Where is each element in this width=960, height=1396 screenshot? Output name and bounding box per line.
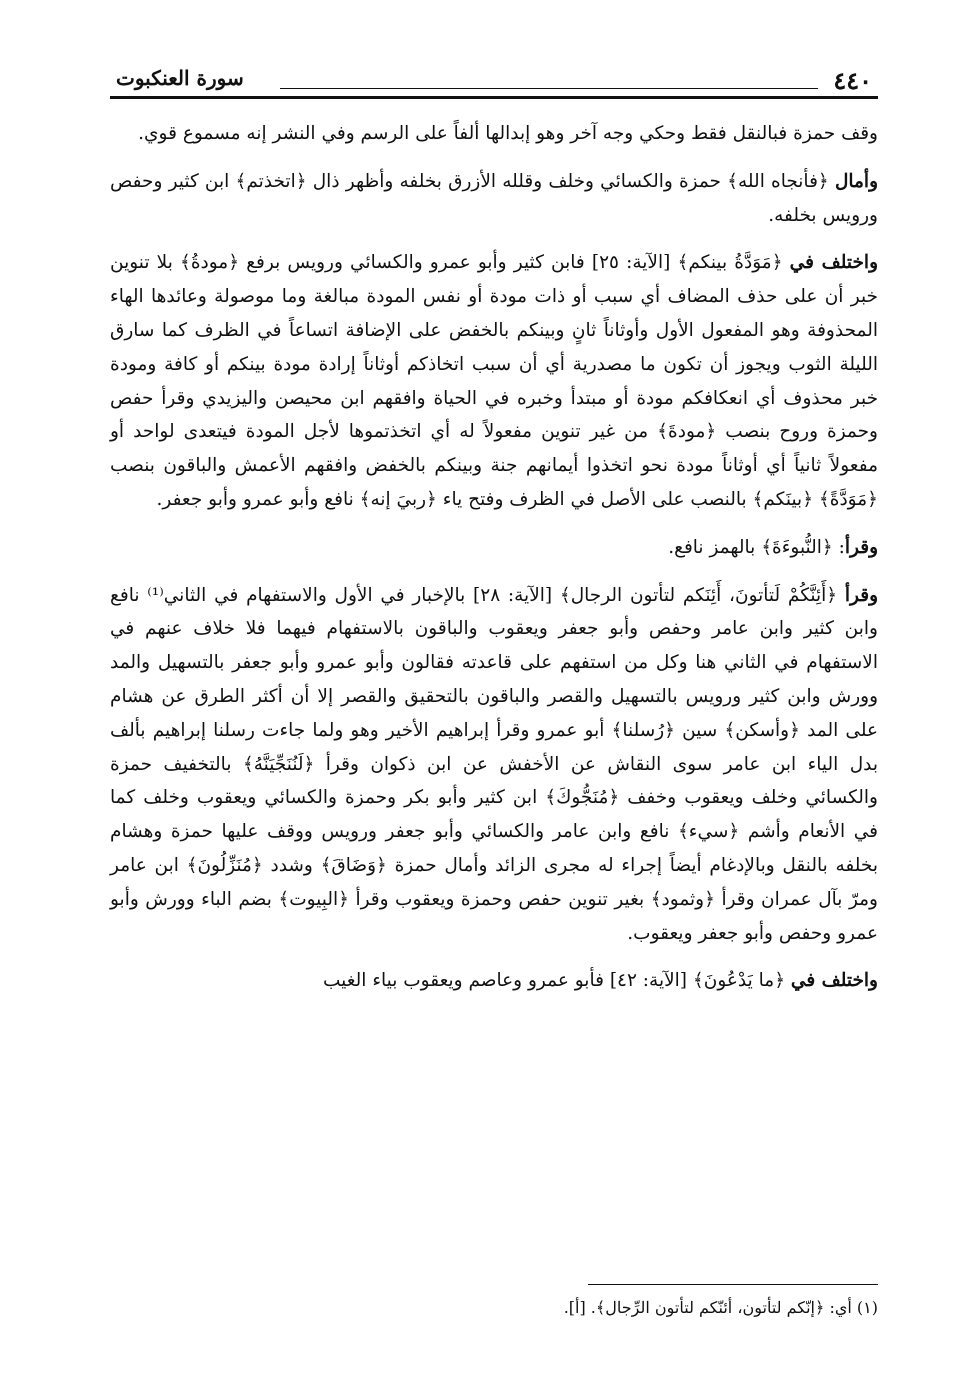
paragraph-text: ﴿مَوَدَّةُ بينكم﴾ [الآية: ٢٥] فابن كثير وأبو عمرو والكسائي ورويس برفع ﴿مودةُ﴾ بلا تنوين خبر أن على حذف المضاف أي سبب أو ذات مودة أو نفس المودة مبالغة وما موصولة وعائدها الهاء المحذوفة وهو المفعول الأول وأوثاناً ثانٍ وبينكم بالخفض على الإضافة اتساعاً في الظرف كما سارق الليلة الثوب ويجوز أن تكون ما مصدرية أي أن سبب اتخاذكم أوثاناً إرادة مودة بينكم أو كافة ومودة خبر محذوف أي انعكافكم مودة أو مبتدأ وخبره في الحياة وافقهم ابن محيصن واليزيدي وقرأ حفص وحمزة وروح بنصب ﴿مودةَ﴾ من غير تنوين مفعولاً له أي اتخذتموها لأجل المودة فيتعدى لواحد أو مفعولاً ثانياً أي أوثاناً مودة نحو اتخذوا أيمانهم جنة وبينكم بالخفض وافقهم الأعمش والباقون بنصب ﴿مَوَدَّةً﴾ ﴿بينَكم﴾ بالنصب على الأصل في الظرف وفتح ياء ﴿ربيَ إنه﴾ نافع وأبو عمرو وأبو جعفر.: [110, 252, 878, 510]
paragraph: [110, 579, 878, 951]
paragraph: [110, 117, 878, 151]
header-rule: [280, 88, 818, 89]
paragraph-text: ﴿أَئِنَّكُمْ لَتأتونَ، أَئِنَكم لتأتون الرجال﴾ [الآية: ٢٨] بالإخبار في الأول والاستفهام في الثاني⁽¹⁾ نافع وابن كثير وابن عامر وحفص وأبو جعفر ويعقوب والباقون بالاستفهام فيهما فلا خلاف عنهم في الاستفهام في الثاني هنا وكل من استفهم على قاعدته فقالون وأبو عمرو وأبو جعفر بالتسهيل والمد وورش وابن كثير ورويس بالتسهيل والقصر والباقون بالتحقيق والقصر إلا أن أكثر الطرق عن هشام على المد ﴿وأسكن﴾ سين ﴿رُسلنا﴾ أبو عمرو وقرأ إبراهيم الأخير وهو ولما جاءت رسلنا إبراهيم بألف بدل الياء ابن عامر سوى النقاش عن الأخفش عن ابن ذكوان وقرأ ﴿لَنُنَجِّيَنَّهُ﴾ بالتخفيف حمزة والكسائي وخلف ويعقوب وخفف ﴿مُنَجُّوكَ﴾ ابن كثير وأبو بكر وحمزة والكسائي ويعقوب وخلف كما في الأنعام وأشم ﴿سيء﴾ نافع وابن عامر والكسائي وأبو جعفر ورويس ووقف عليها حمزة وهشام بخلفه بالنقل وبالإدغام أيضاً إجراء له مجرى الزائد وأمال حمزة ﴿وَضَاقَ﴾ وشدد ﴿مُنَزِّلُونَ﴾ ابن عامر ومرّ بآل عمران وقرأ ﴿وثمود﴾ بغير تنوين حفص وحمزة ويعقوب وقرأ ﴿البِيوت﴾ بضم الباء وورش وأبو عمرو وحفص وأبو جعفر ويعقوب.: [110, 584, 879, 944]
paragraph: [110, 246, 878, 516]
page-header: [110, 60, 878, 99]
paragraph-text: ﴿فأنجاه الله﴾ حمزة والكسائي وخلف وقلله الأزرق بخلفه وأظهر ذال ﴿اتخذتم﴾ ابن كثير وحفص ورويس بخلفه.: [110, 170, 878, 226]
paragraph: [110, 531, 878, 565]
page-body: [110, 117, 878, 998]
footnote: (١) أي: ﴿إنّكم لتأتون، أئنّكم لتأتون الرِّجال﴾. [أ].: [563, 1298, 878, 1317]
surah-title: سورة العنكبوت: [116, 66, 244, 90]
paragraph: [110, 964, 878, 998]
page: [110, 60, 878, 1360]
paragraph-lead: وقرأ: [844, 536, 878, 558]
paragraph-text: ﴿ما يَدْعُونَ﴾ [الآية: ٤٢] فأبو عمرو وعاصم ويعقوب بياء الغيب: [322, 970, 791, 992]
paragraph-lead: وأمال: [834, 170, 878, 192]
paragraph-lead: واختلف في: [789, 252, 878, 274]
paragraph-text: : ﴿النُّبوءَةَ﴾ بالهمز نافع.: [668, 536, 845, 558]
footnote-section: [110, 1284, 878, 1323]
paragraph-text: وقف حمزة فبالنقل فقط وحكي وجه آخر وهو إبدالها ألفاً على الرسم وفي النشر إنه مسموع قوي.: [138, 123, 878, 144]
paragraph-lead: وقرأ: [844, 584, 879, 606]
footnote-divider: [588, 1284, 878, 1285]
page-number: ٤٤٠: [833, 66, 872, 95]
paragraph-lead: واختلف في: [790, 970, 878, 992]
paragraph: [110, 165, 878, 233]
